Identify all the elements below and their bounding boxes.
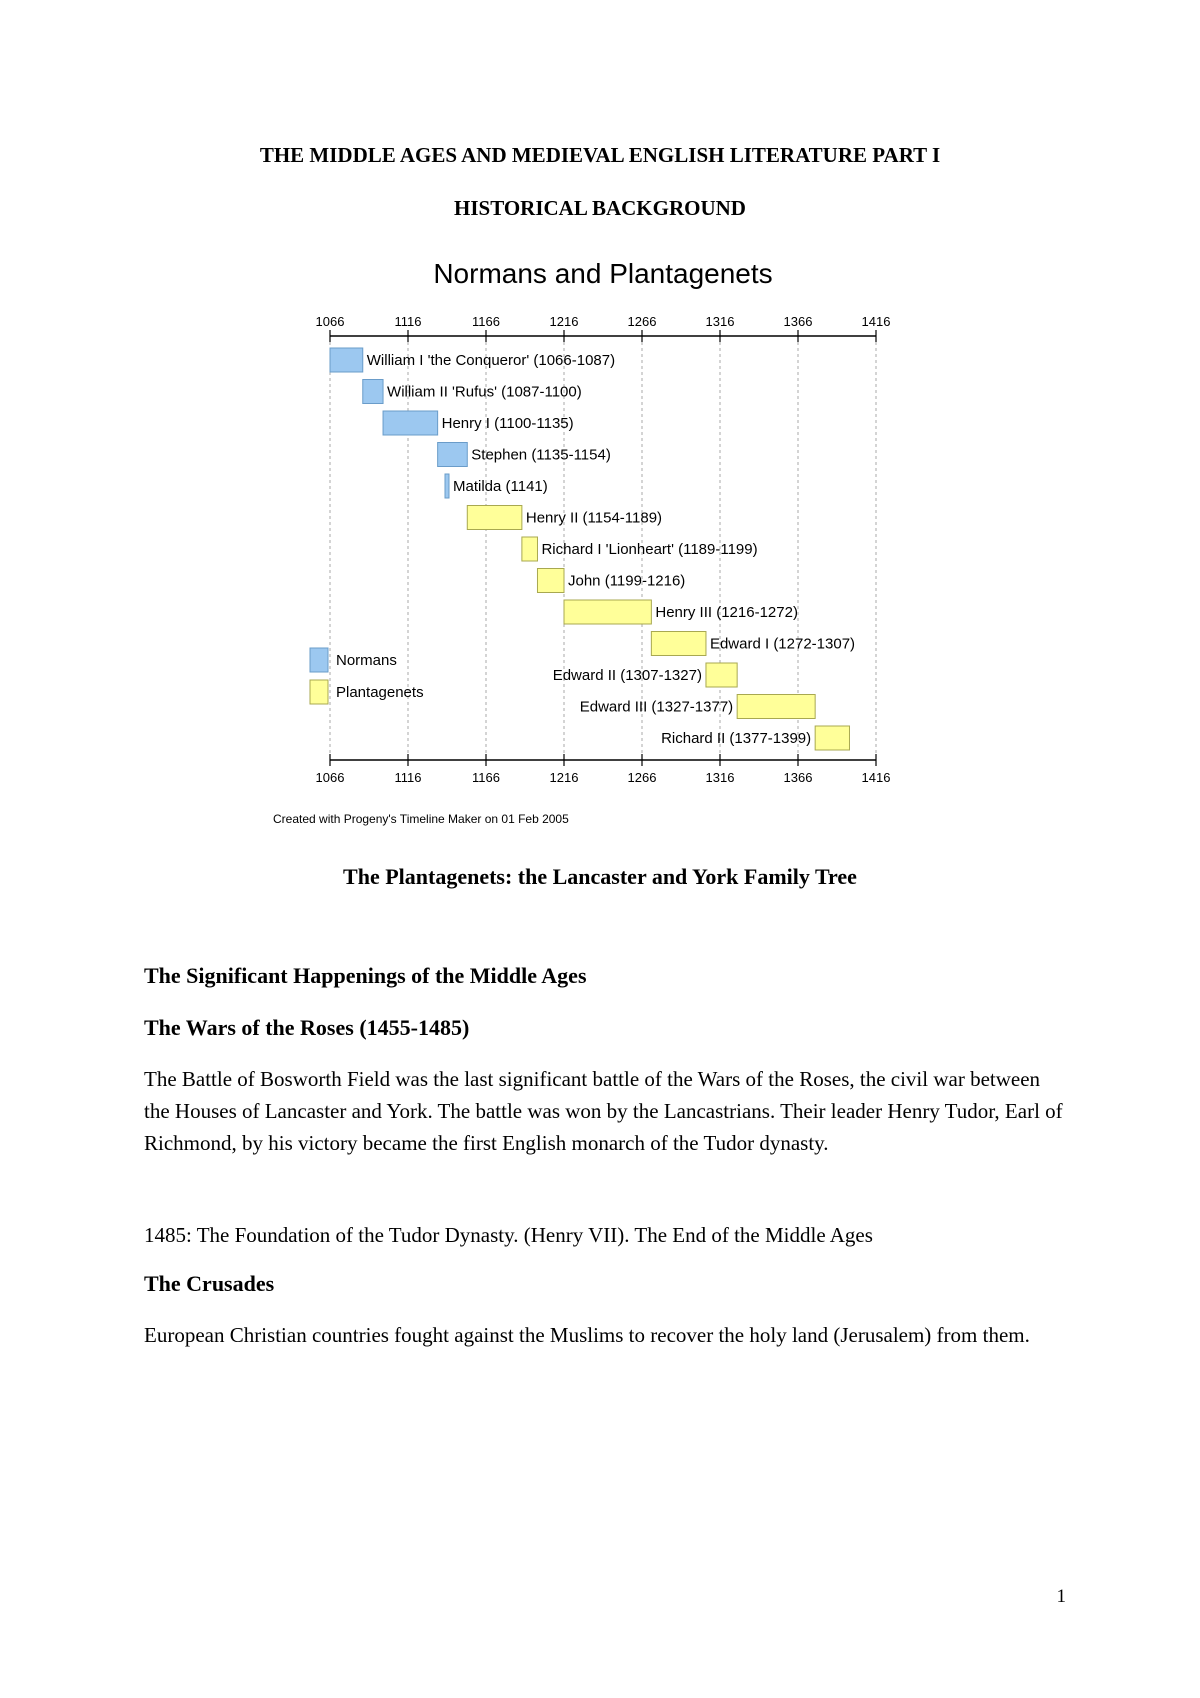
reign-label: William II 'Rufus' (1087-1100): [387, 383, 582, 401]
legend-swatch: [310, 680, 328, 704]
bottom-tick-label: 1166: [472, 770, 500, 785]
reign-bar: [438, 443, 468, 467]
page-number: 1: [1056, 1586, 1066, 1607]
paragraph-bosworth: The Battle of Bosworth Field was the last significant battle of the Wars of the Roses, the civil war between the Houses of Lancaster and York. The battle was won by the Lancastrians. Their leader Henry Tudor, Earl of Richmond, by his victory became the first English monarch of the Tudor dynasty.: [144, 1067, 1063, 1155]
top-tick-label: 1066: [315, 314, 345, 329]
reign-label: Henry III (1216-1272): [655, 604, 798, 621]
reign-bar: [467, 506, 522, 530]
top-tick-label: 1166: [472, 314, 500, 329]
reign-label: John (1199-1216): [568, 572, 686, 590]
paragraph-tudor-foundation: 1485: The Foundation of the Tudor Dynasty. (Henry VII). The End of the Middle Ages: [144, 1223, 873, 1247]
reign-bar: [737, 695, 815, 719]
top-tick-label: 1416: [861, 314, 891, 329]
legend-label: Normans: [336, 652, 397, 669]
reign-bar: [383, 411, 438, 435]
reign-bar: [706, 663, 737, 687]
document-subtitle: HISTORICAL BACKGROUND: [454, 196, 746, 220]
reign-label: Edward II (1307-1327): [552, 667, 702, 684]
reign-bar: [522, 537, 538, 561]
reign-label: Henry II (1154-1189): [525, 509, 663, 527]
section-heading-wars-of-roses: The Wars of the Roses (1455-1485): [144, 1015, 470, 1040]
reign-bar: [330, 348, 363, 372]
reign-label: Richard II (1377-1399): [661, 730, 812, 747]
reign-label: Matilda (1141): [453, 478, 548, 495]
bottom-tick-label: 1066: [315, 770, 345, 785]
document-title: THE MIDDLE AGES AND MEDIEVAL ENGLISH LITERATURE PART I: [259, 143, 941, 167]
legend-swatch: [310, 648, 328, 672]
reign-bar: [537, 569, 564, 593]
bottom-tick-label: 1216: [549, 770, 579, 785]
bottom-tick-label: 1316: [705, 770, 735, 785]
top-tick-label: 1216: [549, 314, 579, 329]
normans-plantagenets-timeline-chart: [260, 250, 920, 830]
chart-legend: [310, 648, 424, 704]
reign-label: Richard I 'Lionheart' (1189-1199): [541, 541, 758, 558]
reign-bar: [564, 600, 651, 624]
top-tick-label: 1266: [627, 314, 657, 329]
bottom-tick-label: 1266: [627, 770, 657, 785]
chart-footer: Created with Progeny's Timeline Maker on 01 Feb 2005: [273, 812, 569, 826]
reign-bar: [445, 474, 449, 498]
chart-title: Normans and Plantagenets: [433, 258, 773, 289]
top-tick-label: 1366: [783, 314, 813, 329]
family-tree-caption: The Plantagenets: the Lancaster and York Family Tree: [343, 864, 857, 889]
top-tick-label: 1116: [394, 314, 422, 329]
bottom-tick-label: 1366: [783, 770, 813, 785]
legend-label: Plantagenets: [336, 684, 424, 701]
section-heading-significant-happenings: The Significant Happenings of the Middle Ages: [144, 963, 587, 988]
reign-label: Edward III (1327-1377): [579, 698, 734, 716]
bottom-tick-label: 1416: [861, 770, 891, 785]
reign-bar: [651, 632, 706, 656]
reign-label: Edward I (1272-1307): [709, 635, 856, 653]
reign-label: William I 'the Conqueror' (1066-1087): [366, 352, 616, 369]
reign-label: Henry I (1100-1135): [441, 415, 574, 432]
top-tick-label: 1316: [705, 314, 735, 329]
reign-label: Stephen (1135-1154): [471, 446, 611, 464]
bottom-tick-label: 1116: [394, 770, 422, 785]
section-heading-crusades: The Crusades: [144, 1271, 275, 1296]
reign-bar: [815, 726, 849, 750]
paragraph-crusades: European Christian countries fought against the Muslims to recover the holy land (Jerusalem) from them.: [144, 1323, 1030, 1347]
reign-bar: [363, 380, 383, 404]
